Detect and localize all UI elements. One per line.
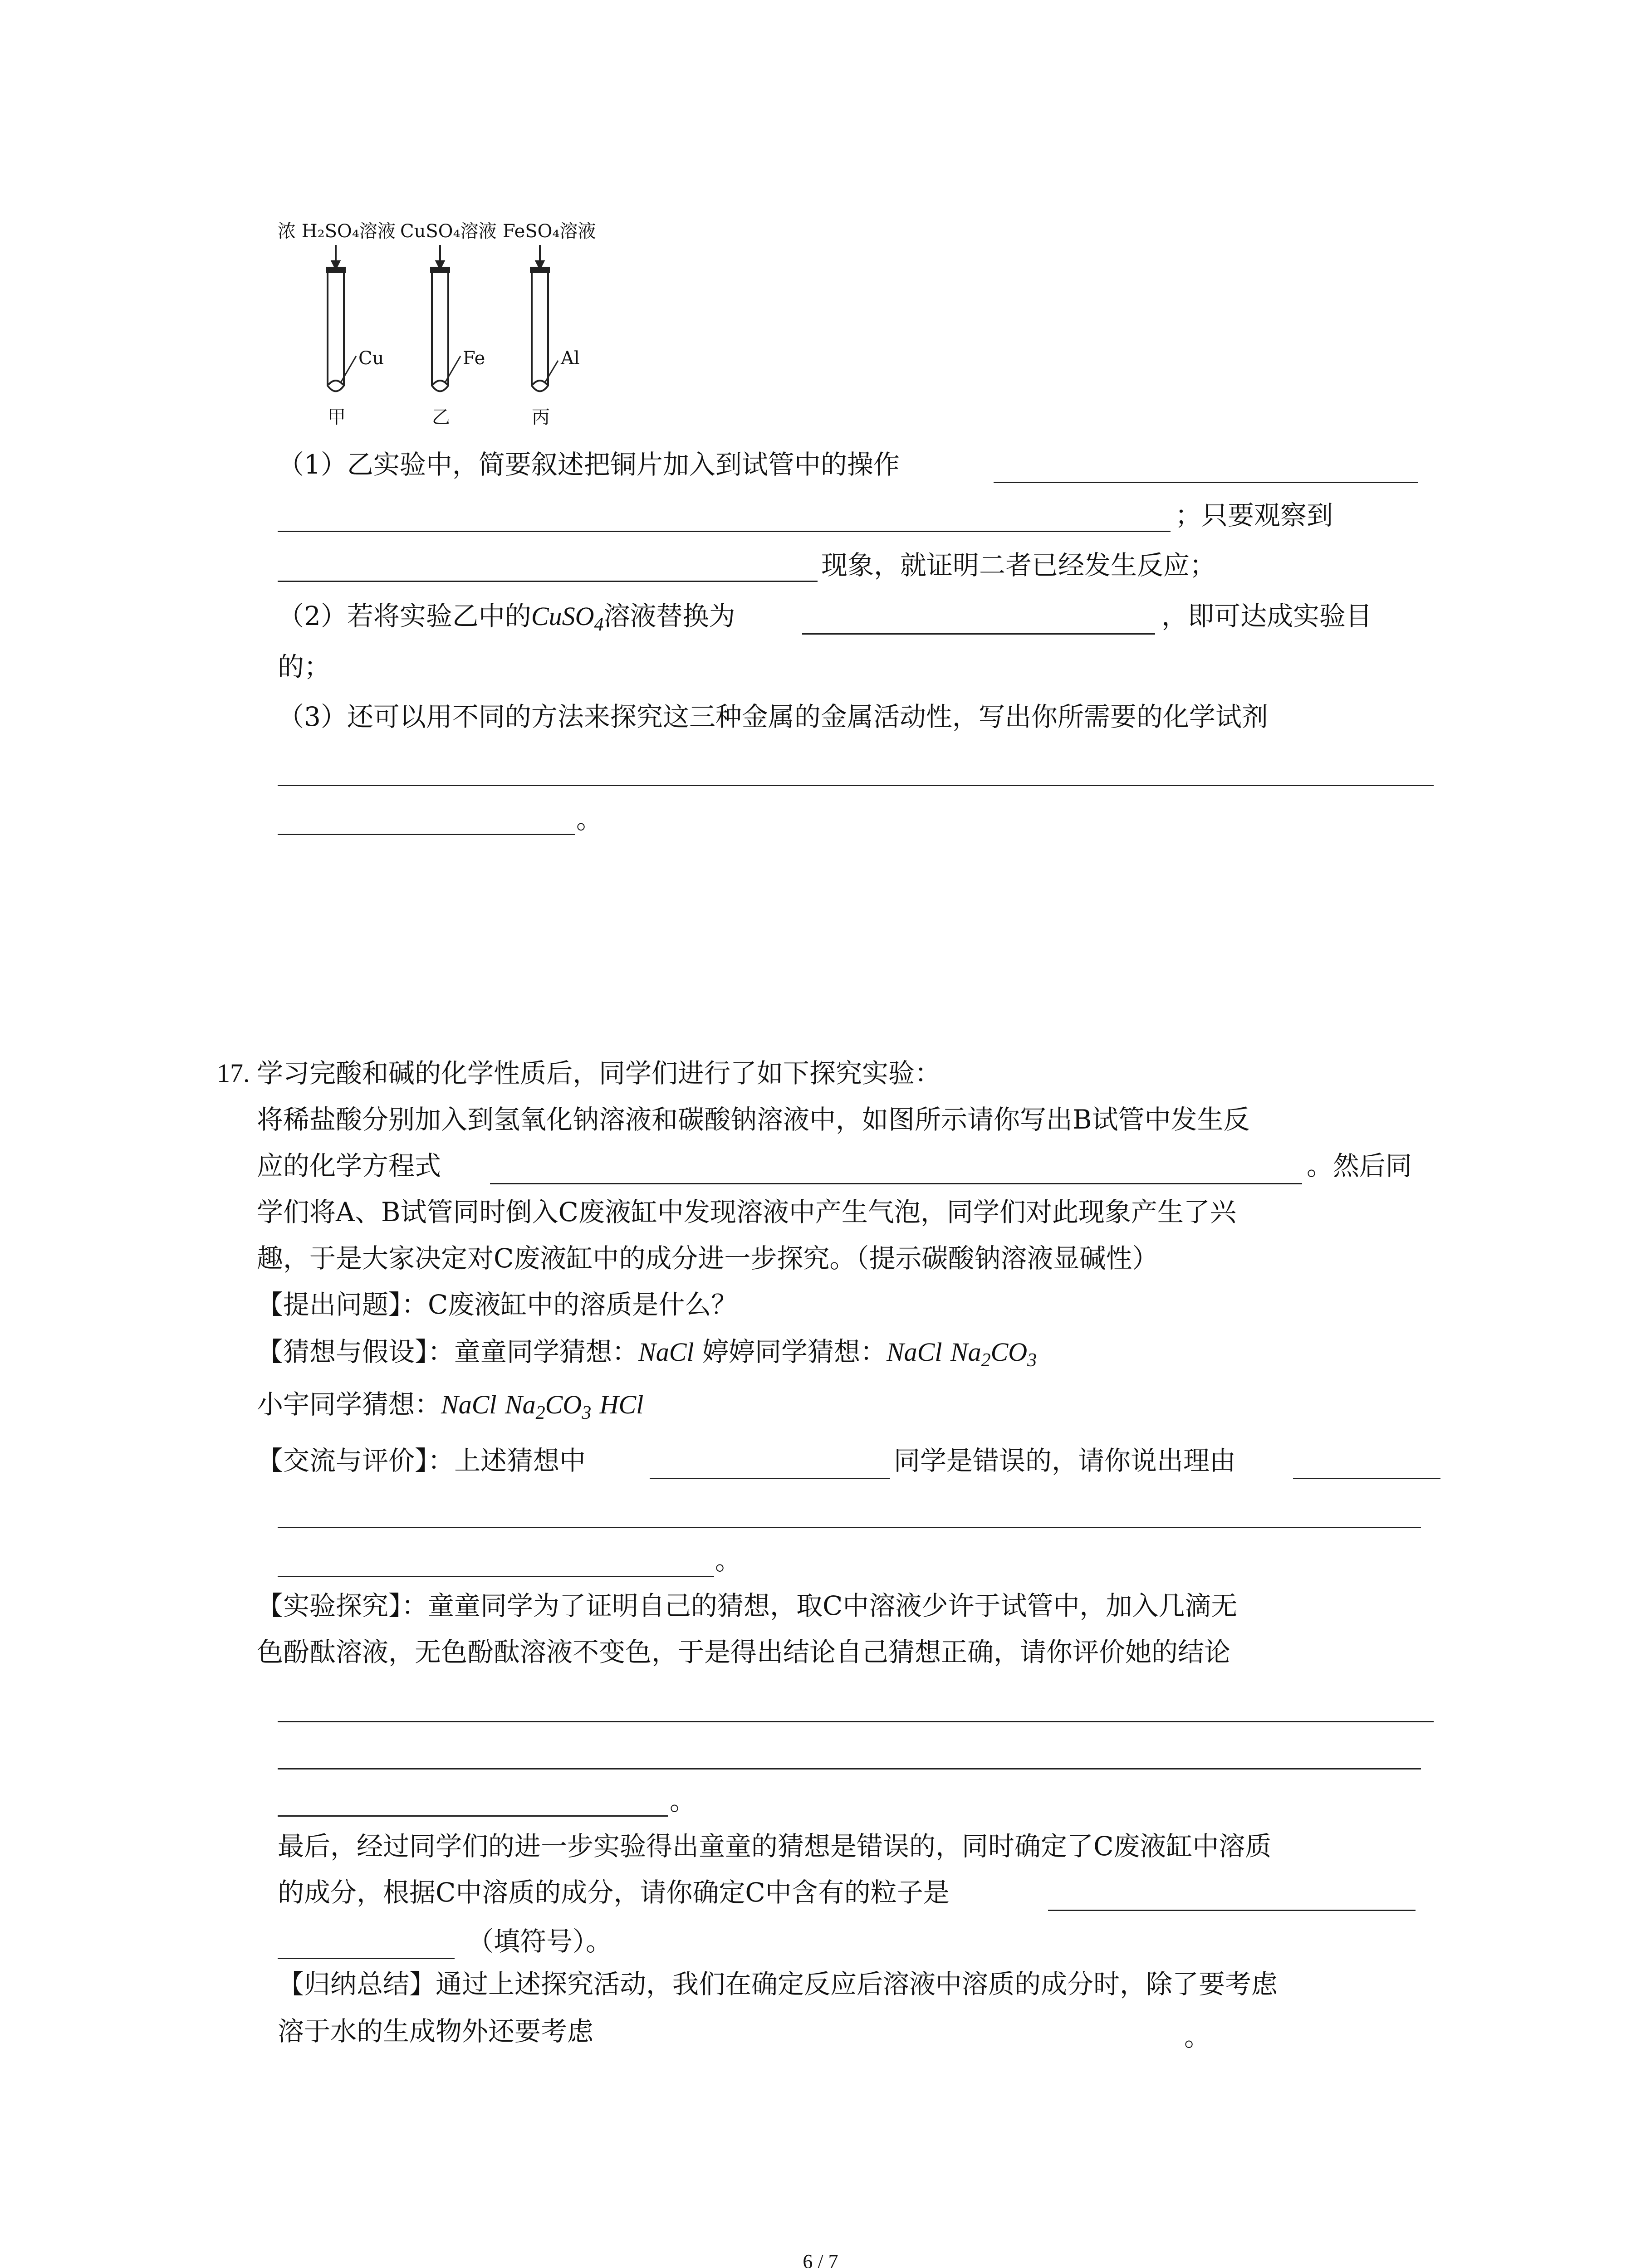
q16-part2-blank[interactable] (802, 633, 1155, 635)
q17-experiment-blank-3[interactable] (278, 1815, 668, 1817)
q16-part2-text: （2）若将实验乙中的CuSO$_4$溶液替换为 (278, 601, 735, 635)
q16-part3-text: （3）还可以用不同的方法来探究这三种金属的金属活动性，写出你所需要的化学试剂 (278, 701, 1268, 732)
q16-part1-blank-1[interactable] (994, 482, 1418, 483)
reagent-label-yi: CuSO₄溶液 (400, 221, 497, 242)
q16-part1-text: （1）乙实验中，简要叙述把铜片加入到试管中的操作 (278, 449, 900, 480)
reagent-label-bing: FeSO₄溶液 (503, 221, 596, 242)
q17-equation-prompt: 应的化学方程式 (257, 1150, 441, 1181)
q17-particles-blank-1[interactable] (1048, 1910, 1416, 1911)
reagent-label-jia: 浓 H₂SO₄溶液 (278, 221, 396, 242)
q17-experiment-blank-2[interactable] (278, 1768, 1421, 1769)
q17-intro-line5: 趣，于是大家决定对C废液缸中的成分进一步探究。（提示碳酸钠溶液显碱性） (257, 1243, 1159, 1274)
q16-part3-blank-1[interactable] (278, 785, 1434, 786)
q17-final-line1: 最后，经过同学们的进一步实验得出童童的猜想是错误的，同时确定了C废液缸中溶质 (278, 1831, 1272, 1862)
q16-part3-period: 。 (576, 804, 603, 835)
q17-xiaoyu-hypothesis: 小宇同学猜想：NaCl $Na_2CO_3$ HCl (257, 1389, 644, 1423)
q16-part2-goal-text: ，即可达成实验目 (1161, 601, 1372, 631)
tube-label-bing: 丙 (532, 407, 550, 428)
q17-experiment-blank-1[interactable] (278, 1721, 1434, 1722)
tube-label-yi: 乙 (432, 407, 450, 428)
q17-summary-line2: 溶于水的生成物外还要考虑 (278, 2016, 594, 2047)
q17-fill-symbol-text: （填符号）。 (467, 1926, 612, 1957)
q16-part2-end-text: 的； (278, 651, 331, 682)
q17-intro-line4: 学们将A、B试管同时倒入C废液缸中发现溶液中产生气泡，同学们对此现象产生了兴 (257, 1197, 1236, 1227)
metal-label-cu: Cu (358, 348, 384, 369)
metal-label-al: Al (561, 348, 580, 369)
metal-label-fe: Fe (463, 348, 485, 369)
q17-experiment-period: 。 (670, 1785, 696, 1816)
q17-evaluation-blank-3[interactable] (278, 1527, 1421, 1528)
q17-summary-period: 。 (1184, 2021, 1211, 2052)
q17-experiment-line1: 【实验探究】：童童同学为了证明自己的猜想，取C中溶液少许于试管中，加入几滴无 (257, 1590, 1238, 1621)
q17-raise-question: 【提出问题】：C废液缸中的溶质是什么？ (257, 1289, 738, 1320)
page-number: 6 / 7 (803, 2250, 838, 2268)
q17-then-text: 。然后同 (1307, 1150, 1412, 1181)
q16-part1-blank-3[interactable] (278, 581, 818, 582)
q17-evaluation-blank-1[interactable] (650, 1478, 890, 1479)
q16-part1-phenomenon-text: 现象，就证明二者已经发生反应； (821, 550, 1216, 581)
q16-part1-observe-text: ；只要观察到 (1175, 500, 1333, 531)
q17-hypothesis-line: 【猜想与假设】：童童同学猜想：NaCl 婷婷同学猜想：NaCl $Na_2CO_3$ (257, 1336, 1037, 1371)
q17-equation-blank[interactable] (490, 1183, 1302, 1184)
q16-part3-blank-2[interactable] (278, 834, 575, 835)
q17-intro-line2: 将稀盐酸分别加入到氢氧化钠溶液和碳酸钠溶液中，如图所示请你写出B试管中发生反 (257, 1104, 1250, 1135)
q17-experiment-line2: 色酚酞溶液，无色酚酞溶液不变色，于是得出结论自己猜想正确，请你评价她的结论 (257, 1637, 1231, 1667)
q17-evaluation-text: 【交流与评价】：上述猜想中 (257, 1445, 586, 1476)
q17-summary-line1: 【归纳总结】通过上述探究活动，我们在确定反应后溶液中溶质的成分时，除了要考虑 (278, 1969, 1278, 1999)
q17-evaluation-blank-2[interactable] (1293, 1478, 1440, 1479)
tube-label-jia: 甲 (328, 407, 346, 428)
q17-number: 17. (217, 1058, 250, 1088)
q17-evaluation-reason-text: 同学是错误的，请你说出理由 (894, 1445, 1236, 1476)
q17-final-line2: 的成分，根据C中溶质的成分，请你确定C中含有的粒子是 (278, 1877, 950, 1908)
q17-evaluation-period: 。 (715, 1545, 742, 1576)
q17-particles-blank-2[interactable] (278, 1958, 455, 1959)
q16-part1-blank-2[interactable] (278, 531, 1171, 532)
q17-evaluation-blank-4[interactable] (278, 1576, 714, 1577)
q17-intro-line1: 学习完酸和碱的化学性质后，同学们进行了如下探究实验： (257, 1058, 941, 1089)
